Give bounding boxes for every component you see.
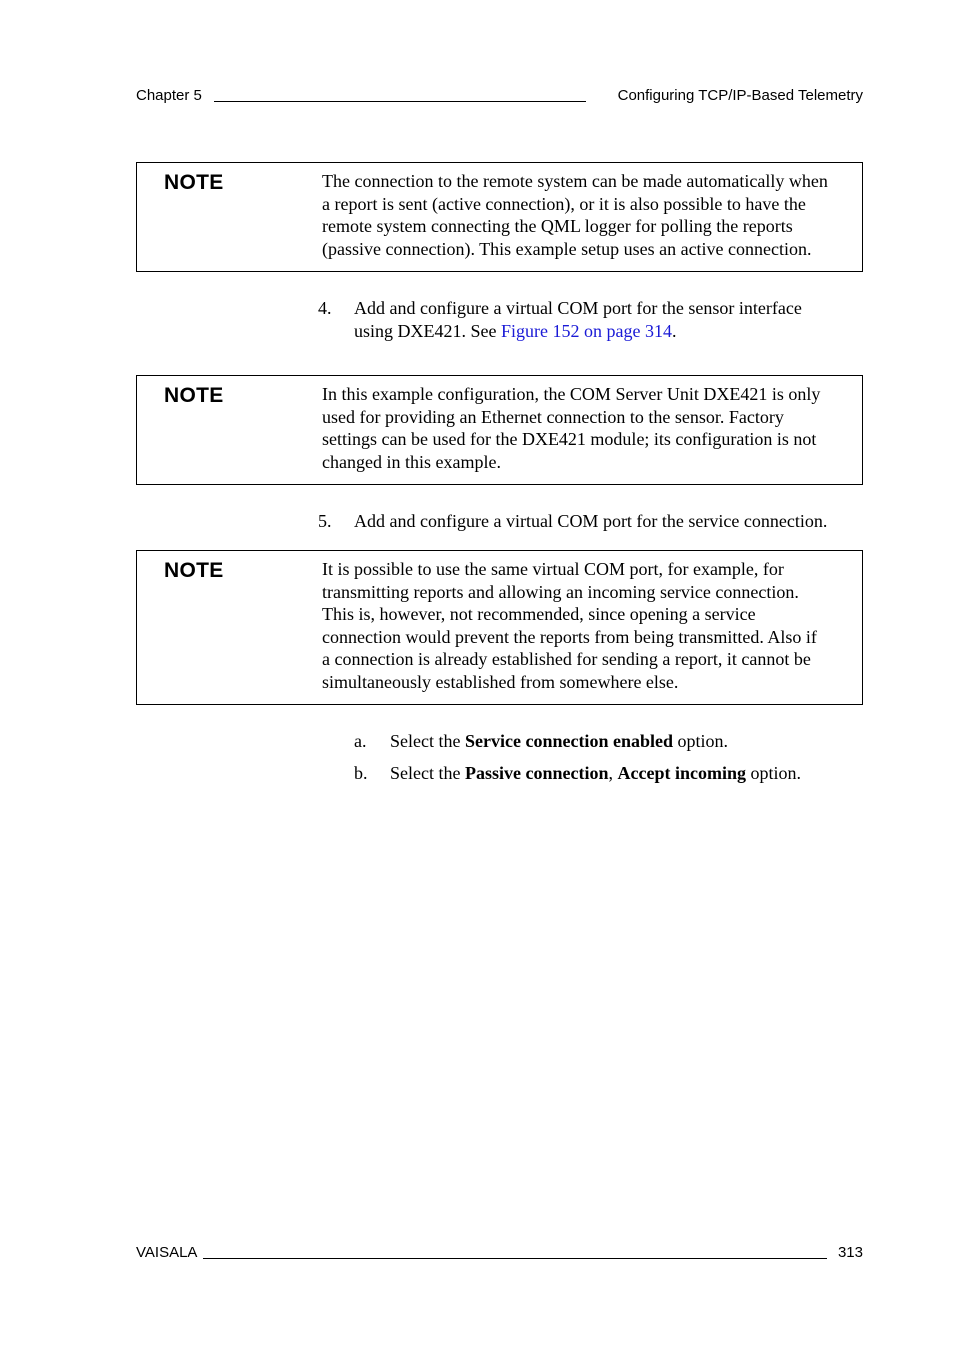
footer-rule [203,1258,827,1259]
note-box [136,550,863,705]
page-number: 313 [837,1244,863,1261]
note-text [322,383,858,473]
note-line: (passive connection). This example setup uses an active connection. [322,238,812,259]
chapter-label: Chapter 5 [136,87,202,104]
note-text [322,170,858,260]
note-label: NOTE [164,171,224,194]
substep-text [390,730,728,752]
note-line: It is possible to use the same virtual COM port, for example, for [322,559,784,579]
note-line: connection would prevent the reports from being transmitted. Also if [322,626,817,647]
note-line: settings can be used for the DXE421 module; its configuration is not [322,429,817,449]
step-number: 4. [318,298,332,318]
note-line: changed in this example. [322,451,501,472]
substep-item [354,762,863,786]
note-box [136,162,863,272]
option-name: Service connection enabled [464,731,673,751]
section-title: Configuring TCP/IP-Based Telemetry [617,87,863,104]
step-line [354,320,802,343]
option-name: Accept incoming [617,763,746,783]
note-line: In this example configuration, the COM Server Unit DXE421 is only [322,384,821,404]
substep-letter: a. [354,731,367,751]
note-line: The connection to the remote system can be made automatically when [322,171,828,191]
note-line: remote system connecting the QML logger for polling the reports [322,216,793,236]
step-number: 5. [318,511,332,531]
note-text [322,558,858,693]
figure-link[interactable]: Figure 152 on page 314 [501,320,672,341]
step-line: Add and configure a virtual COM port for the sensor interface [354,298,802,318]
step-item [318,297,863,343]
note-line: transmitting reports and allowing an incoming service connection. [322,581,799,602]
substep-letter: b. [354,763,368,783]
step-text [354,297,802,342]
step-line: Add and configure a virtual COM port for the service connection. [354,511,828,531]
substep-prefix: Select the [390,763,465,783]
note-label: NOTE [164,559,224,582]
substep-separator: , [608,763,618,783]
step-item [318,510,863,534]
note-line: This is, however, not recommended, since opening a service [322,604,756,624]
substep-prefix: Select the [390,731,465,751]
step-text [354,510,827,533]
note-line: used for providing an Ethernet connection to the sensor. Factory [322,406,784,427]
header-rule [214,101,586,102]
option-name: Passive connection [464,763,609,783]
note-label: NOTE [164,384,224,407]
note-line: simultaneously established from somewhere else. [322,671,679,692]
note-line: a report is sent (active connection), or it is also possible to have the [322,193,806,214]
step-text-prefix: using DXE421. See [354,320,501,341]
substep-suffix: option. [745,763,801,783]
note-box [136,375,863,485]
substep-suffix: option. [672,731,728,751]
substep-text [390,762,801,784]
step-text-suffix: . [671,320,677,341]
note-line: a connection is already established for sending a report, it cannot be [322,649,811,669]
company-name: VAISALA [136,1244,198,1261]
substep-item [354,730,863,754]
